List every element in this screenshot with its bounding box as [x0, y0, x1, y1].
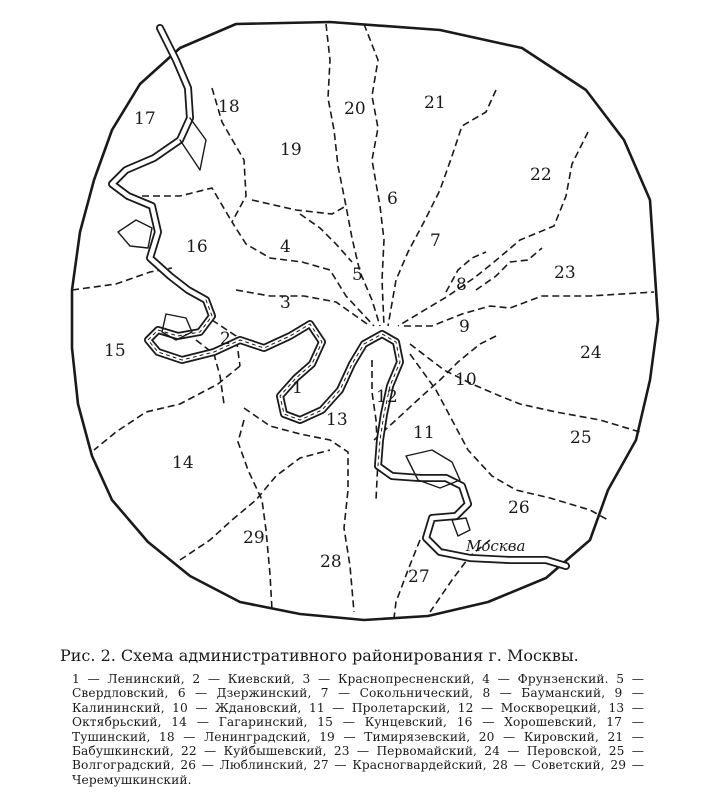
district-label-1: 1	[292, 378, 303, 398]
district-label-28: 28	[320, 552, 342, 572]
district-label-24: 24	[580, 343, 602, 363]
district-label-29: 29	[243, 528, 265, 548]
district-label-20: 20	[344, 99, 366, 119]
district-label-15: 15	[104, 341, 126, 361]
district-label-21: 21	[424, 93, 446, 113]
district-label-27: 27	[408, 567, 430, 587]
district-label-19: 19	[280, 140, 302, 160]
district-label-16: 16	[186, 237, 208, 257]
district-label-22: 22	[530, 165, 552, 185]
district-label-8: 8	[456, 275, 467, 295]
figure-caption: Рис. 2. Схема административного районирования г. Москвы.	[60, 646, 579, 665]
district-label-5: 5	[352, 265, 363, 285]
district-label-23: 23	[554, 263, 576, 283]
district-label-3: 3	[280, 293, 291, 313]
river-label: Москва	[466, 537, 526, 555]
river-moskva	[112, 28, 566, 566]
district-label-6: 6	[387, 189, 398, 209]
district-label-4: 4	[280, 237, 291, 257]
district-label-13: 13	[326, 410, 348, 430]
district-label-2: 2	[220, 329, 231, 349]
figure-legend: 1 — Ленинский, 2 — Киевский, 3 — Краснопресненский, 4 — Фрунзенский. 5 — Свердловский, 6 — Дзержинский, 7 — Сокольнический, 8 — Бауманский, 9 — Калининский, 10 — Ждановский, 11 — Пролетарский, 12 — Москворецкий, 13 — Октябрьский, 14 — Гагаринский, 15 — Кунцевский, 16 — Хорошевский, 17 — Тушинский, 18 — Ленинградский, 19 — Тимирязевский, 20 — Кировский, 21 — Бабушкинский, 22 — Куйбышевский, 23 — Первомайский, 24 — Перовской, 25 — Волгоградский, 26 — Люблинский, 27 — Красногвардейский, 28 — Советский, 29 — Черемушкинский.	[72, 672, 644, 787]
district-label-26: 26	[508, 498, 530, 518]
district-label-17: 17	[134, 109, 156, 129]
district-label-9: 9	[459, 317, 470, 337]
district-label-10: 10	[455, 370, 477, 390]
district-label-18: 18	[218, 97, 240, 117]
district-label-25: 25	[570, 428, 592, 448]
district-label-11: 11	[413, 423, 435, 443]
district-label-12: 12	[376, 387, 398, 407]
district-labels	[104, 93, 602, 587]
district-label-14: 14	[172, 453, 194, 473]
district-label-7: 7	[430, 231, 441, 251]
